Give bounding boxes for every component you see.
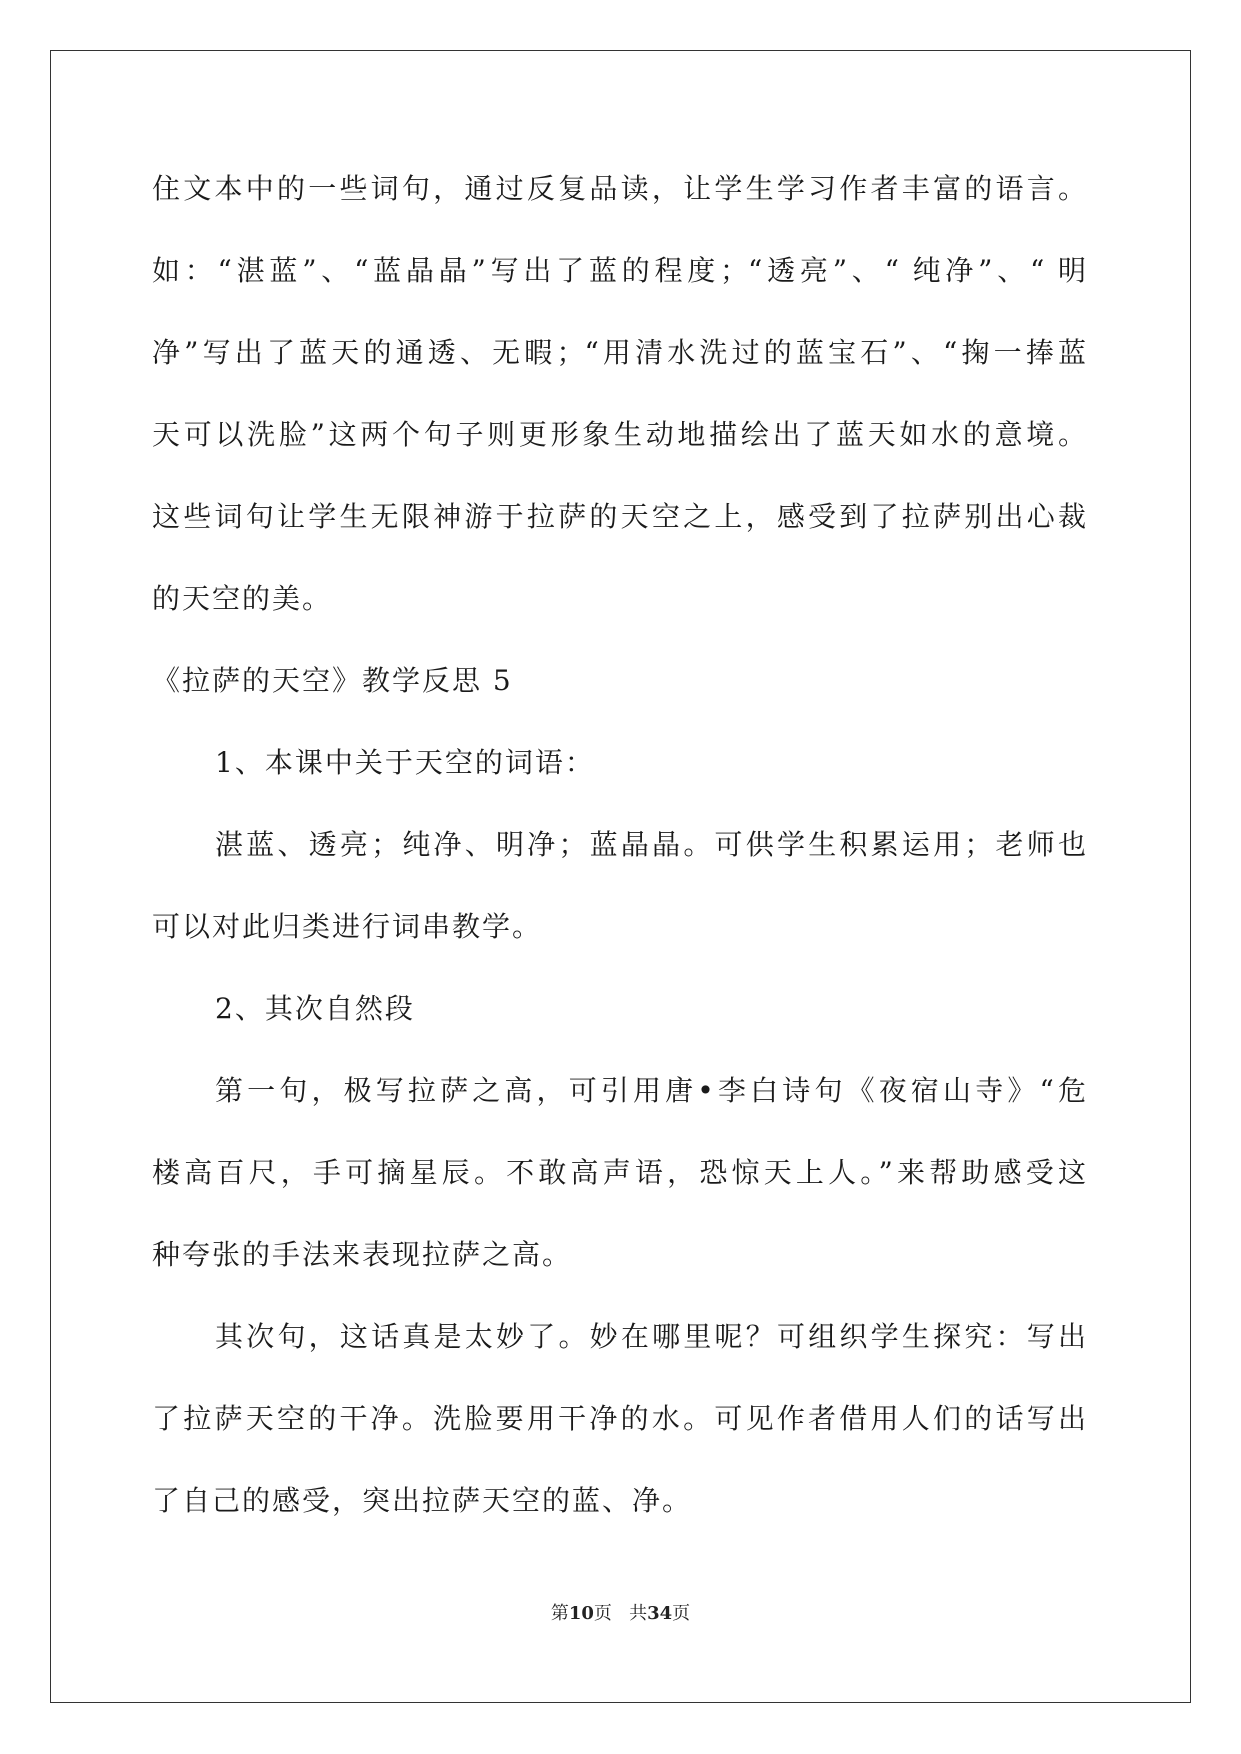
text-line-9: 湛蓝、透亮；纯净、明净；蓝晶晶。可供学生积累运用；老师也	[215, 828, 1086, 861]
text-line-13: 楼高百尺，手可摘星辰。不敢高声语，恐惊天上人。”来帮助感受这	[152, 1156, 1086, 1189]
total-pages: 34	[647, 1603, 673, 1624]
page-footer	[0, 1602, 1241, 1626]
text-line-6: 的天空的美。	[152, 582, 333, 615]
text-line-4: 天可以洗脸”这两个句子则更形象生动地描绘出了蓝天如水的意境。	[152, 418, 1086, 451]
text-line-2: 如：“湛蓝”、“蓝晶晶”写出了蓝的程度；“透亮”、“ 纯净”、“ 明	[152, 254, 1086, 287]
point-2-heading: 2、其次自然段	[215, 992, 415, 1025]
text-line-3: 净”写出了蓝天的通透、无暇；“用清水洗过的蓝宝石”、“掬一捧蓝	[152, 336, 1086, 369]
total-prefix: 共	[629, 1603, 648, 1624]
page-suffix: 页	[593, 1603, 612, 1624]
page-number: 10	[568, 1603, 594, 1624]
text-line-10: 可以对此归类进行词串教学。	[152, 910, 543, 943]
text-line-15: 其次句，这话真是太妙了。妙在哪里呢？可组织学生探究：写出	[215, 1320, 1086, 1353]
text-line-12: 第一句，极写拉萨之高，可引用唐•李白诗句《夜宿山寺》“危	[215, 1074, 1086, 1107]
total-suffix: 页	[672, 1603, 691, 1624]
page-border	[50, 50, 1191, 1703]
section-heading: 《拉萨的天空》教学反思 5	[152, 664, 513, 697]
text-line-1: 住文本中的一些词句，通过反复品读，让学生学习作者丰富的语言。	[152, 172, 1086, 205]
page-prefix: 第	[550, 1603, 569, 1624]
text-line-16: 了拉萨天空的干净。洗脸要用干净的水。可见作者借用人们的话写出	[152, 1402, 1086, 1435]
text-line-17: 了自己的感受，突出拉萨天空的蓝、净。	[152, 1484, 693, 1517]
text-line-5: 这些词句让学生无限神游于拉萨的天空之上，感受到了拉萨别出心裁	[152, 500, 1086, 533]
text-line-14: 种夸张的手法来表现拉萨之高。	[152, 1238, 573, 1271]
point-1-heading: 1、本课中关于天空的词语：	[215, 746, 595, 779]
